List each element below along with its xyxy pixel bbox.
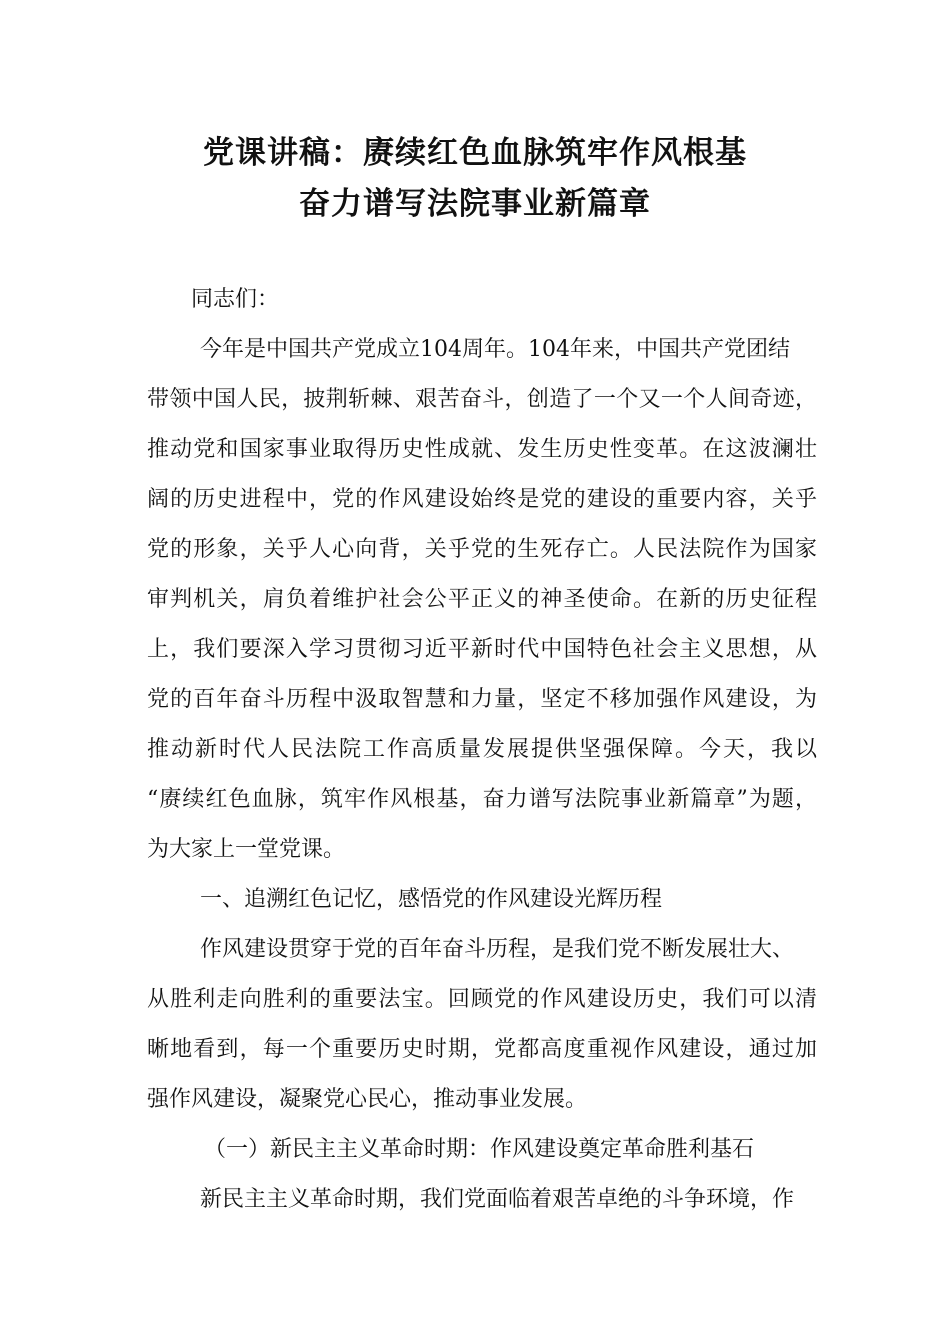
body-line: 为大家上一堂党课。	[147, 837, 346, 862]
section-heading-1: 一、追溯红色记忆，感悟党的作风建设光辉历程	[200, 887, 663, 912]
body-line: 作风建设贯穿于党的百年奋斗历程，是我们党不断发展壮大、	[200, 937, 795, 962]
body-line: 上，我们要深入学习贯彻习近平新时代中国特色社会主义思想，从	[147, 637, 817, 662]
body-line: 推动党和国家事业取得历史性成就、发生历史性变革。在这波澜壮	[147, 437, 817, 462]
body-line: “赓续红色血脉，筑牢作风根基，奋力谱写法院事业新篇章”为题，	[147, 787, 817, 812]
salutation: 同志们：	[191, 287, 280, 312]
document-body	[147, 275, 817, 1225]
body-line: 审判机关，肩负着维护社会公平正义的神圣使命。在新的历史征程	[147, 587, 817, 612]
subsection-heading-1: （一）新民主主义革命时期：作风建设奠定革命胜利基石	[204, 1137, 755, 1162]
body-line: 带领中国人民，披荆斩棘、艰苦奋斗，创造了一个又一个人间奇迹，	[147, 387, 817, 412]
body-line: 新民主主义革命时期，我们党面临着艰苦卓绝的斗争环境，作	[200, 1187, 795, 1212]
body-line: 晰地看到，每一个重要历史时期，党都高度重视作风建设，通过加	[147, 1037, 817, 1062]
body-line: 推动新时代人民法院工作高质量发展提供坚强保障。今天，我以	[147, 737, 817, 762]
document-title-line-1: 党课讲稿：赓续红色血脉筑牢作风根基	[203, 135, 747, 171]
body-line: 阔的历史进程中，党的作风建设始终是党的建设的重要内容，关乎	[147, 487, 817, 512]
body-line: 今年是中国共产党成立104周年。104年来，中国共产党团结	[200, 337, 790, 362]
body-line: 党的百年奋斗历程中汲取智慧和力量，坚定不移加强作风建设，为	[147, 687, 817, 712]
body-line: 从胜利走向胜利的重要法宝。回顾党的作风建设历史，我们可以清	[147, 987, 817, 1012]
document-title-line-2: 奋力谱写法院事业新篇章	[299, 186, 651, 222]
body-line: 党的形象，关乎人心向背，关乎党的生死存亡。人民法院作为国家	[147, 537, 817, 562]
body-line: 强作风建设，凝聚党心民心，推动事业发展。	[147, 1087, 588, 1112]
